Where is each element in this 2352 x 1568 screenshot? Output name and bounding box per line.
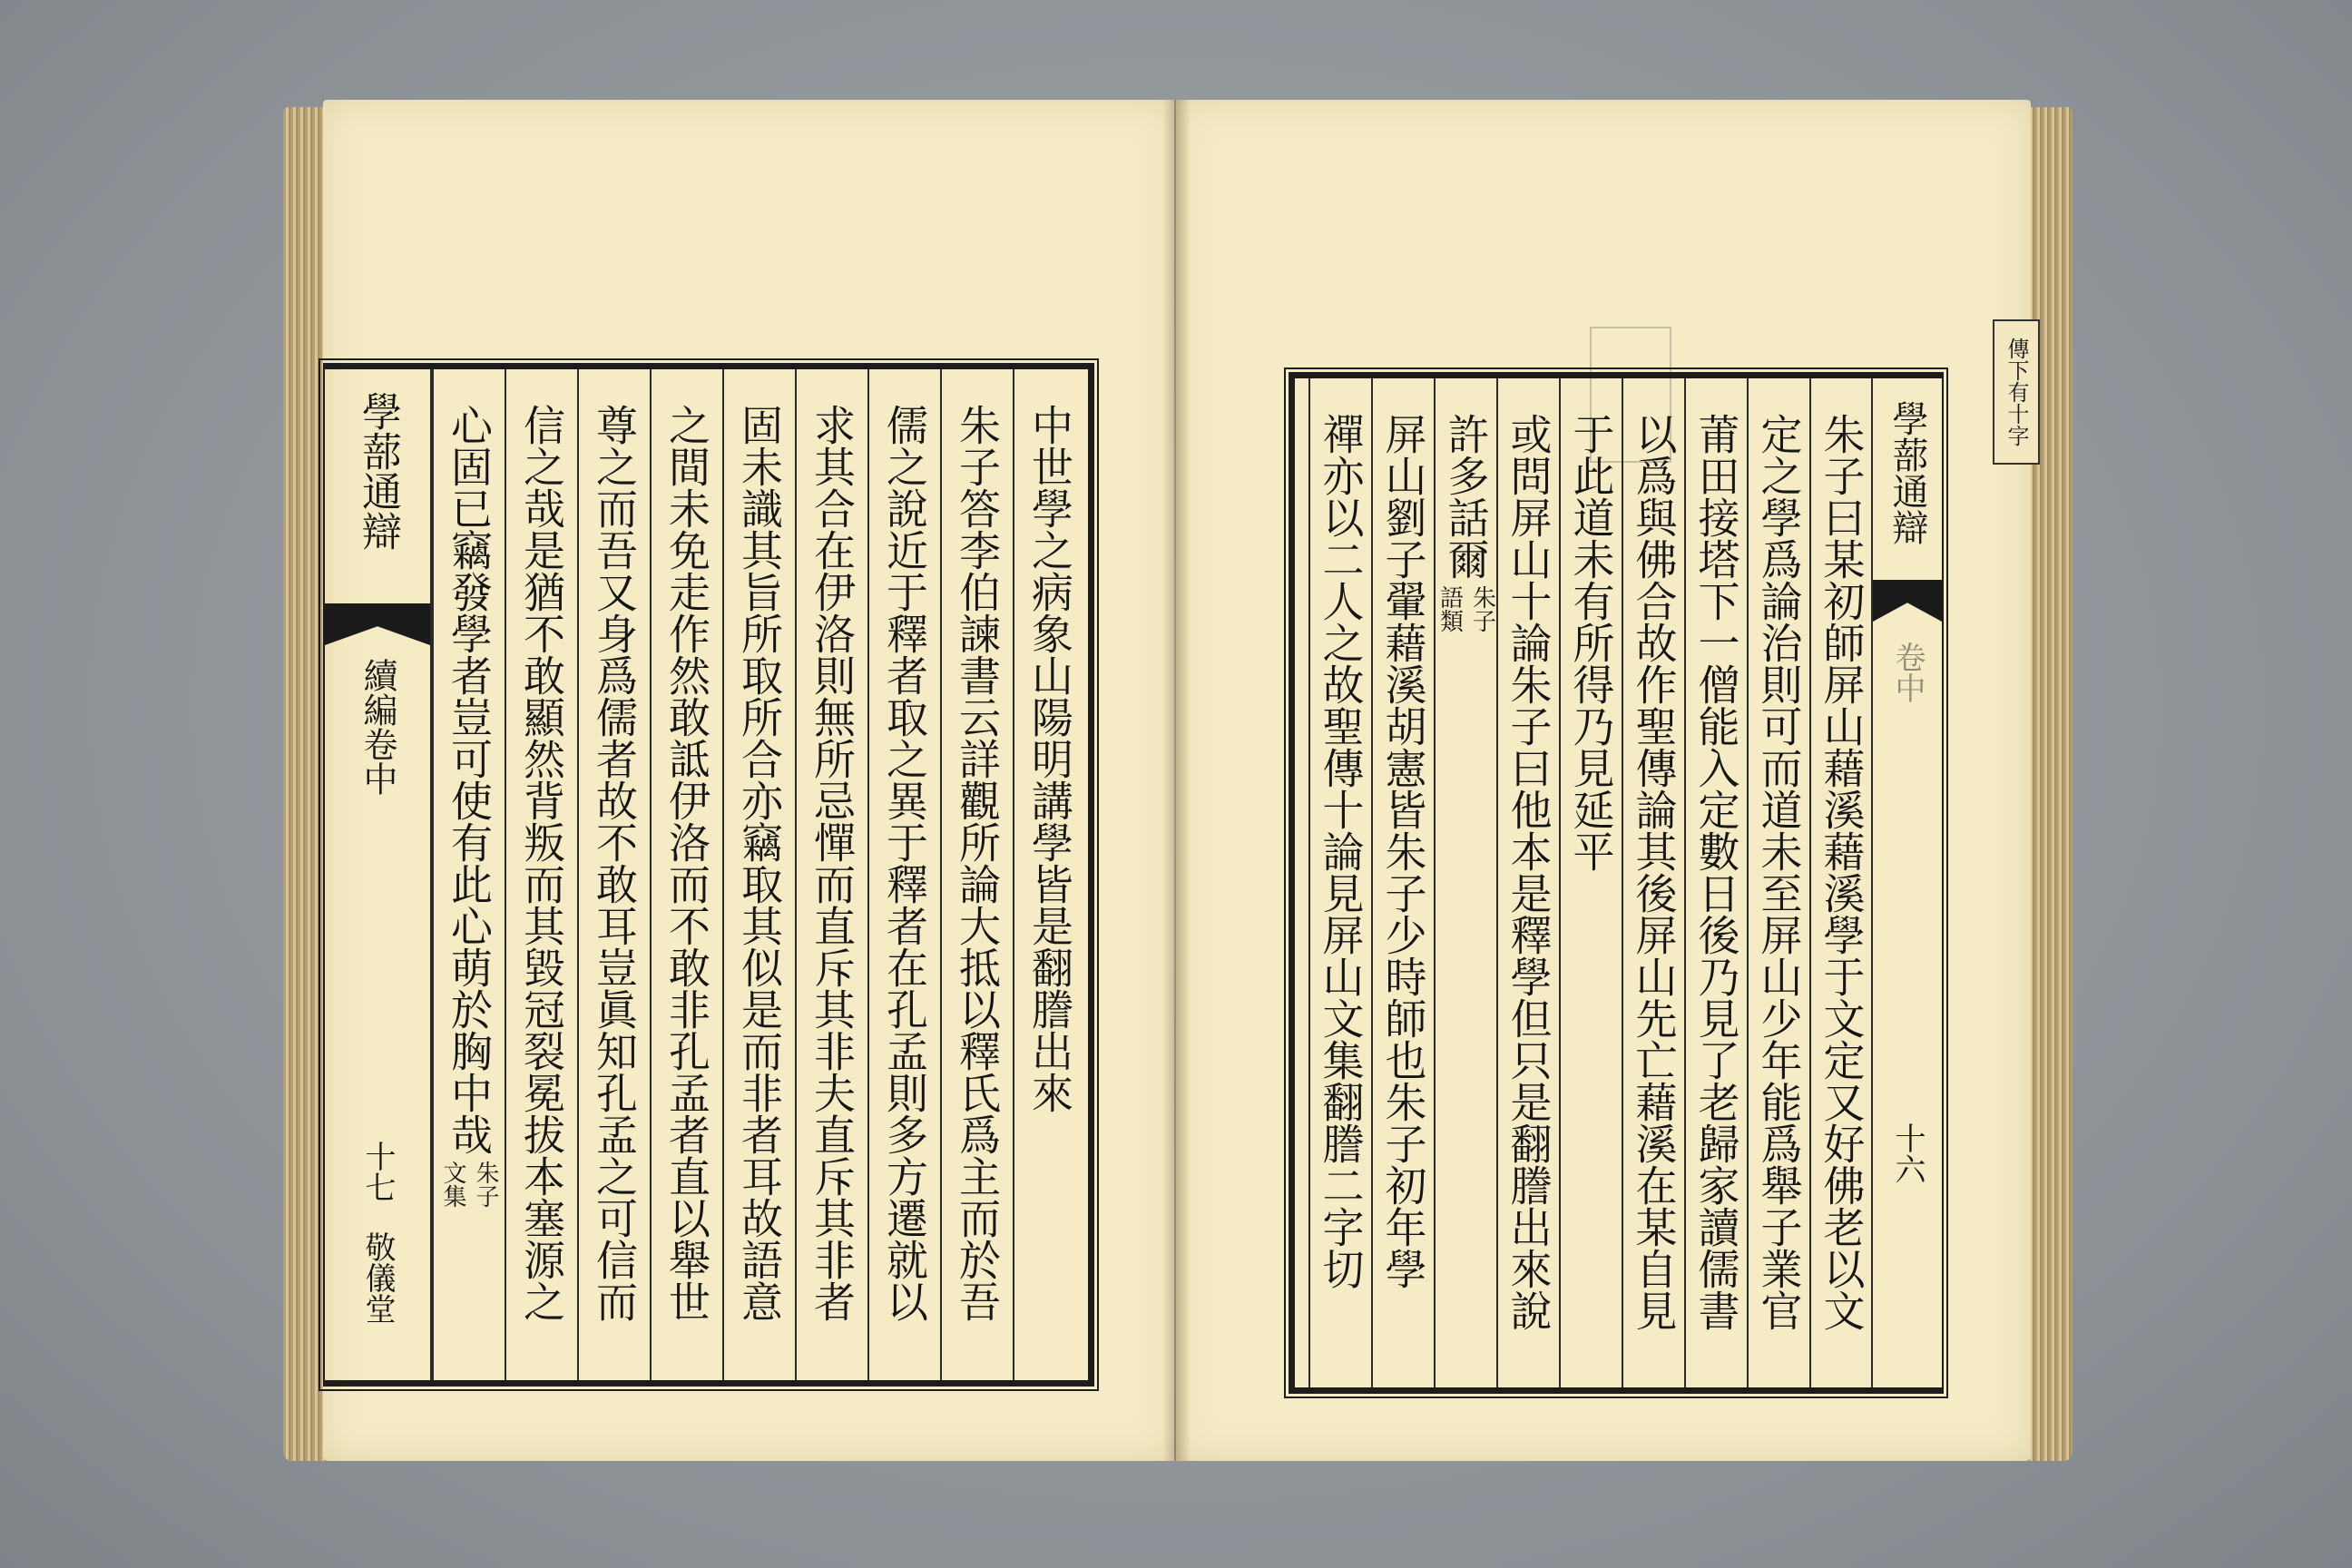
volume-label-right: 卷中 xyxy=(1889,642,1926,703)
left-column-text: 求其合在伊洛則無所忌憚而直斥其非夫直斥其非者 xyxy=(808,404,857,1322)
right-column-text: 以爲與佛合故作聖傳論其後屏山先亡藉溪在某自見 xyxy=(1629,413,1679,1331)
right-column xyxy=(1684,378,1747,1387)
right-text-frame xyxy=(1289,372,1944,1394)
left-column-text: 尊之而吾又身爲儒者故不敢耳豈眞知孔孟之可信而 xyxy=(590,404,639,1322)
left-column xyxy=(577,369,650,1380)
left-column-text: 朱子答李伯諫書云詳觀所論大抵以釋氏爲主而於吾 xyxy=(953,404,1002,1322)
fishtail-mark-right xyxy=(1873,580,1942,622)
left-column-text: 信之哉是猶不敢顯然背叛而其毀冠裂冕拔本塞源之 xyxy=(517,404,566,1322)
interlinear-note xyxy=(439,1155,499,1208)
right-column-text: 定之學爲論治則可而道未至屏山少年能爲舉子業官 xyxy=(1754,413,1804,1331)
note-text: 朱子 xyxy=(1468,585,1496,632)
left-column xyxy=(940,369,1013,1380)
right-column-text: 禪亦以二人之故聖傳十論見屏山文集翻謄二字切 xyxy=(1316,413,1366,1289)
left-column-text: 儒之說近于釋者取之異于釋者在孔孟則多方遷就以 xyxy=(880,404,929,1322)
section-label xyxy=(357,658,398,796)
volume-text: 卷中 xyxy=(358,727,397,796)
book-gutter xyxy=(1163,100,1191,1461)
left-column-text: 心固已竊發學者豈可使有此心萌於胸中哉 xyxy=(445,404,494,1155)
right-column xyxy=(1559,378,1622,1387)
left-column-text: 中世學之病象山陽明講學皆是翻謄出來 xyxy=(1025,404,1074,1113)
left-column xyxy=(795,369,867,1380)
note-text: 語類 xyxy=(1436,585,1464,632)
left-page-edges xyxy=(283,107,327,1461)
right-column-text: 莆田接塔下一僧能入定數日後乃見了老歸家讀儒書 xyxy=(1691,413,1741,1331)
right-column-text: 朱子曰某初師屏山藉溪藉溪學于文定又好佛老以文 xyxy=(1817,413,1867,1331)
left-column xyxy=(505,369,577,1380)
open-book xyxy=(283,100,2073,1472)
left-column xyxy=(1013,369,1085,1380)
left-column xyxy=(867,369,940,1380)
folio-number: 十七 xyxy=(359,1141,396,1202)
book-title-right: 學蔀通辯 xyxy=(1886,400,1928,545)
publisher-name: 敬儀堂 xyxy=(359,1231,396,1324)
right-column xyxy=(1747,378,1809,1387)
interlinear-note xyxy=(1436,580,1496,632)
left-column xyxy=(432,369,505,1380)
right-column-text: 或問屏山十論朱子曰他本是釋學但只是翻謄出來說 xyxy=(1504,413,1553,1331)
right-column xyxy=(1371,378,1434,1387)
section-text: 續編 xyxy=(358,658,397,727)
left-column-text: 之間未免走作然敢詆伊洛而不敢非孔孟者直以舉世 xyxy=(662,404,711,1322)
right-column-text: 屏山劉子翬藉溪胡憲皆朱子少時師也朱子初年學 xyxy=(1378,413,1428,1289)
right-column xyxy=(1809,378,1872,1387)
head-note: 傳下有十字 xyxy=(1993,319,2040,465)
right-column xyxy=(1496,378,1559,1387)
right-column xyxy=(1622,378,1684,1387)
left-text-frame xyxy=(323,363,1094,1387)
book-title: 學蔀通辯 xyxy=(355,391,401,551)
left-column xyxy=(722,369,795,1380)
right-column-text: 于此道未有所得乃見延平 xyxy=(1566,413,1616,872)
right-column xyxy=(1434,378,1496,1387)
note-text: 文集 xyxy=(439,1161,466,1208)
right-column-text: 許多話爾 xyxy=(1441,413,1491,580)
left-margin-column xyxy=(325,369,432,1380)
folio-number-right: 十六 xyxy=(1889,1122,1926,1184)
fishtail-mark xyxy=(325,603,430,645)
right-margin-column xyxy=(1871,378,1942,1387)
left-column-text: 固未識其旨所取所合亦竊取其似是而非者耳故語意 xyxy=(735,404,784,1322)
left-column xyxy=(650,369,722,1380)
right-column xyxy=(1308,378,1371,1387)
note-text: 朱子 xyxy=(472,1161,499,1208)
right-page-edges xyxy=(2027,107,2073,1461)
